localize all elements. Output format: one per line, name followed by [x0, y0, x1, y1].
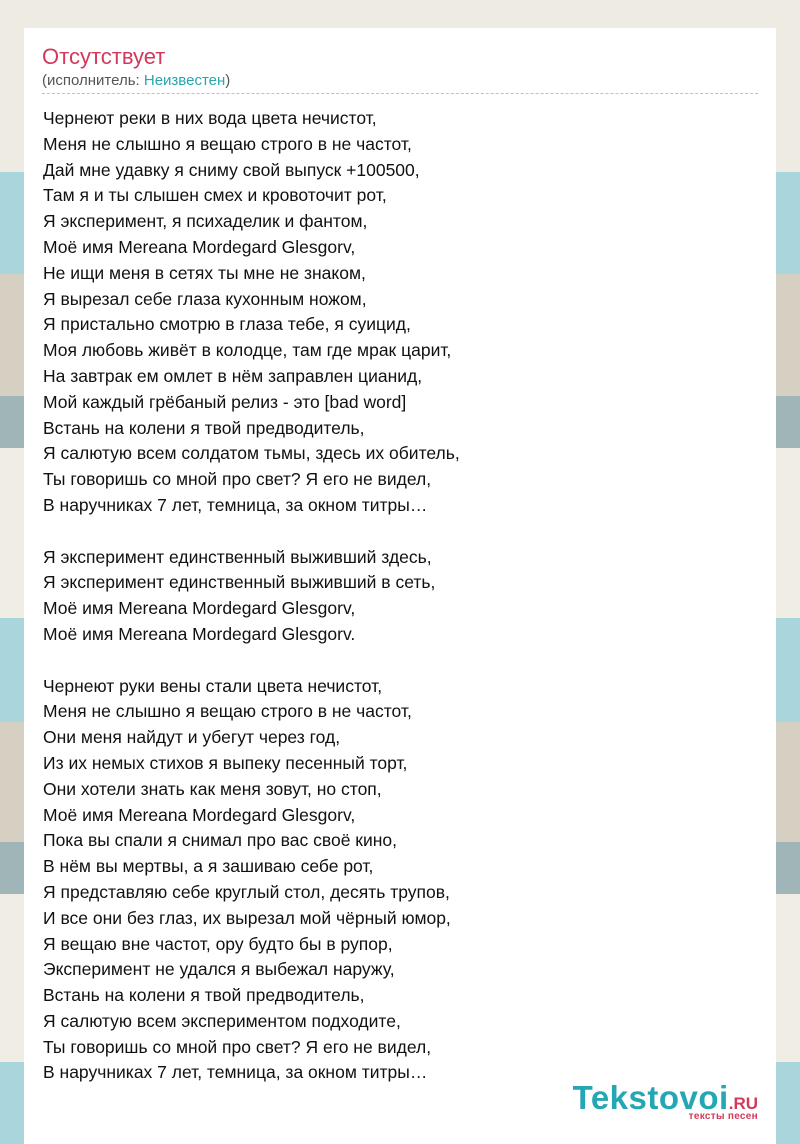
lyric-line: В наручниках 7 лет, темница, за окном титры… [43, 1062, 428, 1083]
lyric-line: Я эксперимент единственный выживший в сеть, [43, 572, 436, 593]
performer-line [42, 72, 230, 90]
logo-tagline: тексты песен [688, 1111, 758, 1122]
lyric-line: Я эксперимент, я психаделик и фантом, [43, 211, 368, 232]
logo-name: Tekstovoi [572, 1079, 729, 1116]
lyric-line: На завтрак ем омлет в нём заправлен цианид, [43, 365, 423, 386]
logo-tld: .RU [728, 1094, 758, 1113]
lyric-line: Ты говоришь со мной про свет? Я его не видел, [43, 1036, 432, 1057]
lyric-line: Я пристально смотрю в глаза тебе, я суицид, [43, 314, 411, 335]
lyric-line [43, 519, 763, 545]
title-divider [42, 93, 758, 94]
lyric-line: Меня не слышно я вещаю строго в не частот, [43, 133, 412, 154]
lyric-line: Пока вы спали я снимал про вас своё кино, [43, 830, 397, 851]
lyric-line: Моя любовь живёт в колодце, там где мрак царит, [43, 340, 452, 361]
lyric-line: В наручниках 7 лет, темница, за окном титры… [43, 494, 428, 515]
lyric-line: Я эксперимент единственный выживший здесь, [43, 546, 432, 567]
lyric-line: Из их немых стихов я выпеку песенный торт, [43, 752, 408, 773]
song-title: Отсутствует [42, 44, 166, 69]
lyric-line: Эксперимент не удался я выбежал наружу, [43, 959, 395, 980]
lyric-line: Они хотели знать как меня зовут, но стоп, [43, 778, 382, 799]
lyric-line: Встань на колени я твой предводитель, [43, 985, 365, 1006]
lyric-line: Ты говоришь со мной про свет? Я его не видел, [43, 469, 432, 490]
lyric-line: Не ищи меня в сетях ты мне не знаком, [43, 262, 366, 283]
lyric-line: Чернеют руки вены стали цвета нечистот, [43, 675, 383, 696]
lyric-line: И все они без глаз, их вырезал мой чёрный юмор, [43, 907, 451, 928]
lyric-line: Они меня найдут и убегут через год, [43, 727, 341, 748]
lyric-line: Я салютую всем экспериментом подходите, [43, 1010, 401, 1031]
lyric-line: Там я и ты слышен смех и кровоточит рот, [43, 185, 387, 206]
performer-link[interactable]: Неизвестен [143, 72, 226, 89]
site-logo[interactable] [573, 1081, 758, 1122]
lyric-line: Я вещаю вне частот, ору будто бы в рупор, [43, 933, 393, 954]
lyric-line: Моё имя Mereana Mordegard Glesgorv, [43, 804, 356, 825]
lyric-line: Моё имя Mereana Mordegard Glesgorv. [43, 623, 356, 644]
lyric-line: Чернеют реки в них вода цвета нечистот, [43, 108, 377, 128]
lyric-line: Встань на колени я твой предводитель, [43, 417, 365, 438]
lyric-line: Моё имя Mereana Mordegard Glesgorv, [43, 236, 356, 257]
lyric-line: Мой каждый грёбаный релиз - это [bad word] [43, 391, 407, 412]
lyrics-card [24, 28, 776, 1144]
lyric-line: Меня не слышно я вещаю строго в не частот, [43, 701, 412, 722]
lyric-line: Я салютую всем солдатом тьмы, здесь их обитель, [43, 443, 460, 464]
lyric-line: Я представляю себе круглый стол, десять трупов, [43, 881, 450, 902]
performer-label: (исполнитель: [42, 72, 144, 89]
lyrics-text [43, 106, 763, 1086]
lyric-line [43, 648, 763, 674]
lyric-line: Дай мне удавку я сниму свой выпуск +100500, [43, 159, 420, 180]
lyric-line: Моё имя Mereana Mordegard Glesgorv, [43, 598, 356, 619]
performer-close: ) [225, 72, 231, 89]
lyric-line: В нём вы мертвы, а я зашиваю себе рот, [43, 856, 374, 877]
lyric-line: Я вырезал себе глаза кухонным ножом, [43, 288, 367, 309]
